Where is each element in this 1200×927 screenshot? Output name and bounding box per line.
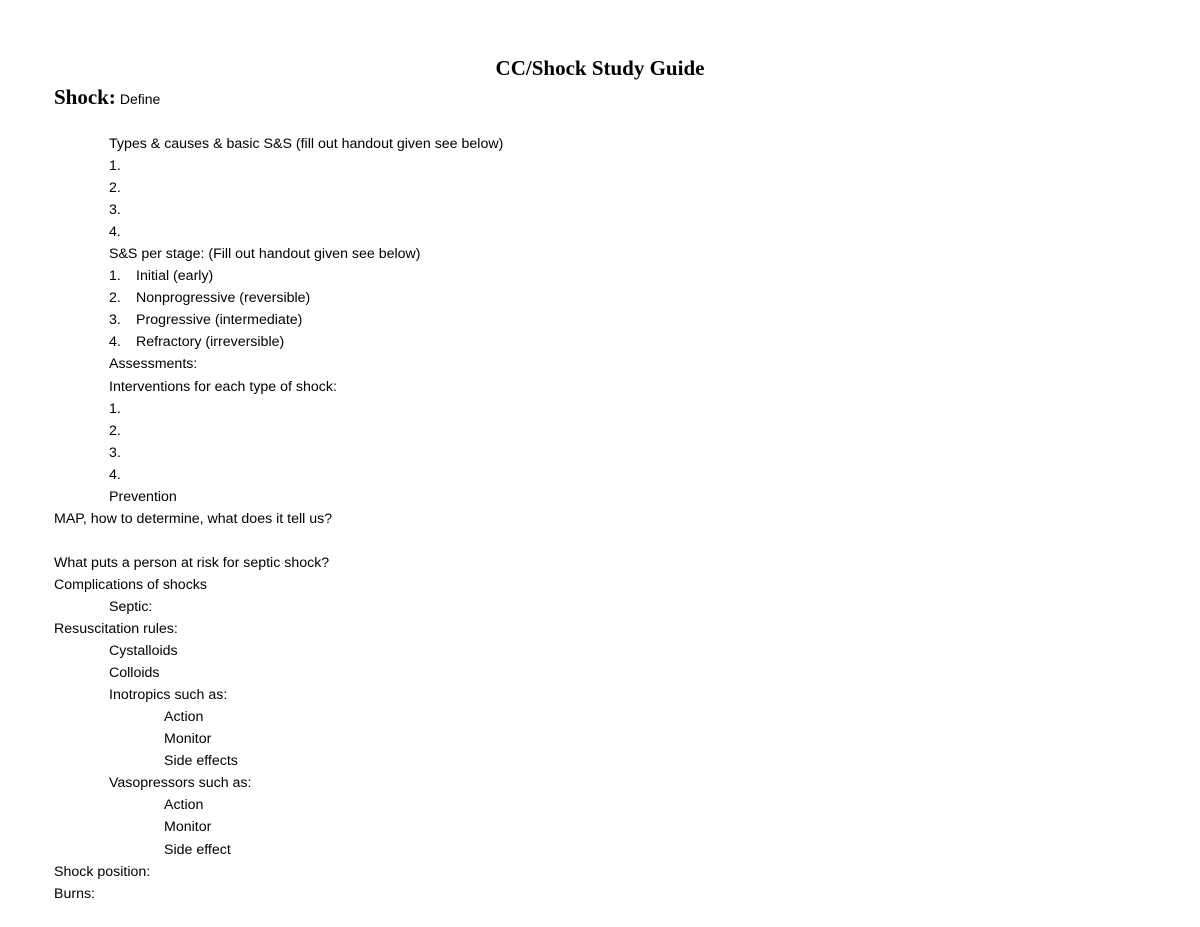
outline-line-text: Shock position: (54, 863, 151, 880)
outline-line (54, 684, 503, 706)
outline-line (54, 376, 503, 398)
outline-line-number: 4. (109, 334, 121, 351)
outline-line (54, 486, 503, 508)
outline-line-text: Action (164, 709, 204, 726)
outline-line (54, 816, 503, 838)
outline-line (54, 353, 503, 375)
outline-line-number: 1. (109, 400, 121, 417)
outline-line-number: 4. (109, 466, 121, 483)
outline-line (54, 640, 503, 662)
outline-line (54, 618, 503, 640)
outline-line-text: Monitor (164, 731, 212, 748)
outline-line (54, 728, 503, 750)
shock-heading-label: Shock: (54, 85, 116, 109)
outline-line (54, 243, 503, 265)
outline-line-text: Nonprogressive (reversible) (136, 290, 311, 307)
outline-line (54, 508, 503, 530)
outline-line-text: Initial (early) (136, 268, 214, 285)
outline-line (54, 750, 503, 772)
outline-line (54, 199, 503, 221)
shock-heading (54, 84, 160, 110)
outline-line (54, 574, 503, 596)
outline-line (54, 772, 503, 794)
outline-line (54, 464, 503, 486)
outline-line (54, 861, 503, 883)
outline-line-text: Septic: (109, 598, 153, 615)
outline-line-text: Burns: (54, 885, 96, 902)
outline-line (54, 794, 503, 816)
outline-line (54, 133, 503, 155)
outline-line-text: S&S per stage: (Fill out handout given see below) (109, 246, 421, 263)
outline-line (54, 442, 503, 464)
outline-line (54, 331, 503, 353)
outline-line-text: MAP, how to determine, what does it tell us? (54, 510, 333, 527)
outline-line-text: Side effect (164, 841, 231, 858)
outline-line-text: Inotropics such as: (109, 687, 228, 704)
outline-line (54, 287, 503, 309)
outline-line-text: Interventions for each type of shock: (109, 378, 337, 395)
outline-line-text: Resuscitation rules: (54, 621, 178, 638)
outline-line (54, 398, 503, 420)
outline-line (54, 839, 503, 861)
outline-line-number: 1. (109, 268, 121, 285)
outline-line-number: 1. (109, 158, 121, 175)
outline-line-number: 3. (109, 444, 121, 461)
outline-line (54, 883, 503, 905)
outline-line-number: 3. (109, 202, 121, 219)
outline-line (54, 706, 503, 728)
page-title: CC/Shock Study Guide (495, 56, 705, 80)
outline-line-text: What puts a person at risk for septic shock? (54, 554, 330, 571)
outline-line (54, 552, 503, 574)
outline-line (54, 662, 503, 684)
outline-line-text: Colloids (109, 665, 160, 682)
outline-line (54, 420, 503, 442)
outline-line (54, 265, 503, 287)
outline-line (54, 596, 503, 618)
outline-line-text: Side effects (164, 753, 238, 770)
outline-line-number: 3. (109, 312, 121, 329)
outline-line-number: 2. (109, 422, 121, 439)
outline-line-number: 2. (109, 180, 121, 197)
outline-line-text: Assessments: (109, 356, 198, 373)
outline-line-text: Types & causes & basic S&S (fill out handout given see below) (109, 136, 504, 152)
outline-line (54, 155, 503, 177)
outline-line-text: Vasopressors such as: (109, 775, 252, 792)
outline-line-text: Action (164, 797, 204, 814)
outline-line-text: Monitor (164, 819, 212, 836)
outline-line-text: Prevention (109, 488, 177, 505)
outline-line (54, 177, 503, 199)
outline-line (54, 309, 503, 331)
outline-line (54, 530, 503, 552)
outline-line-number: 4. (109, 224, 121, 241)
study-outline (54, 133, 503, 905)
outline-line-text: Refractory (irreversible) (136, 334, 285, 351)
outline-line-text: Progressive (intermediate) (136, 312, 303, 329)
outline-line (54, 221, 503, 243)
outline-line-text: Complications of shocks (54, 576, 207, 593)
outline-line-text: Cystalloids (109, 643, 178, 660)
shock-heading-define: Define (119, 91, 161, 107)
outline-line-number: 2. (109, 290, 121, 307)
